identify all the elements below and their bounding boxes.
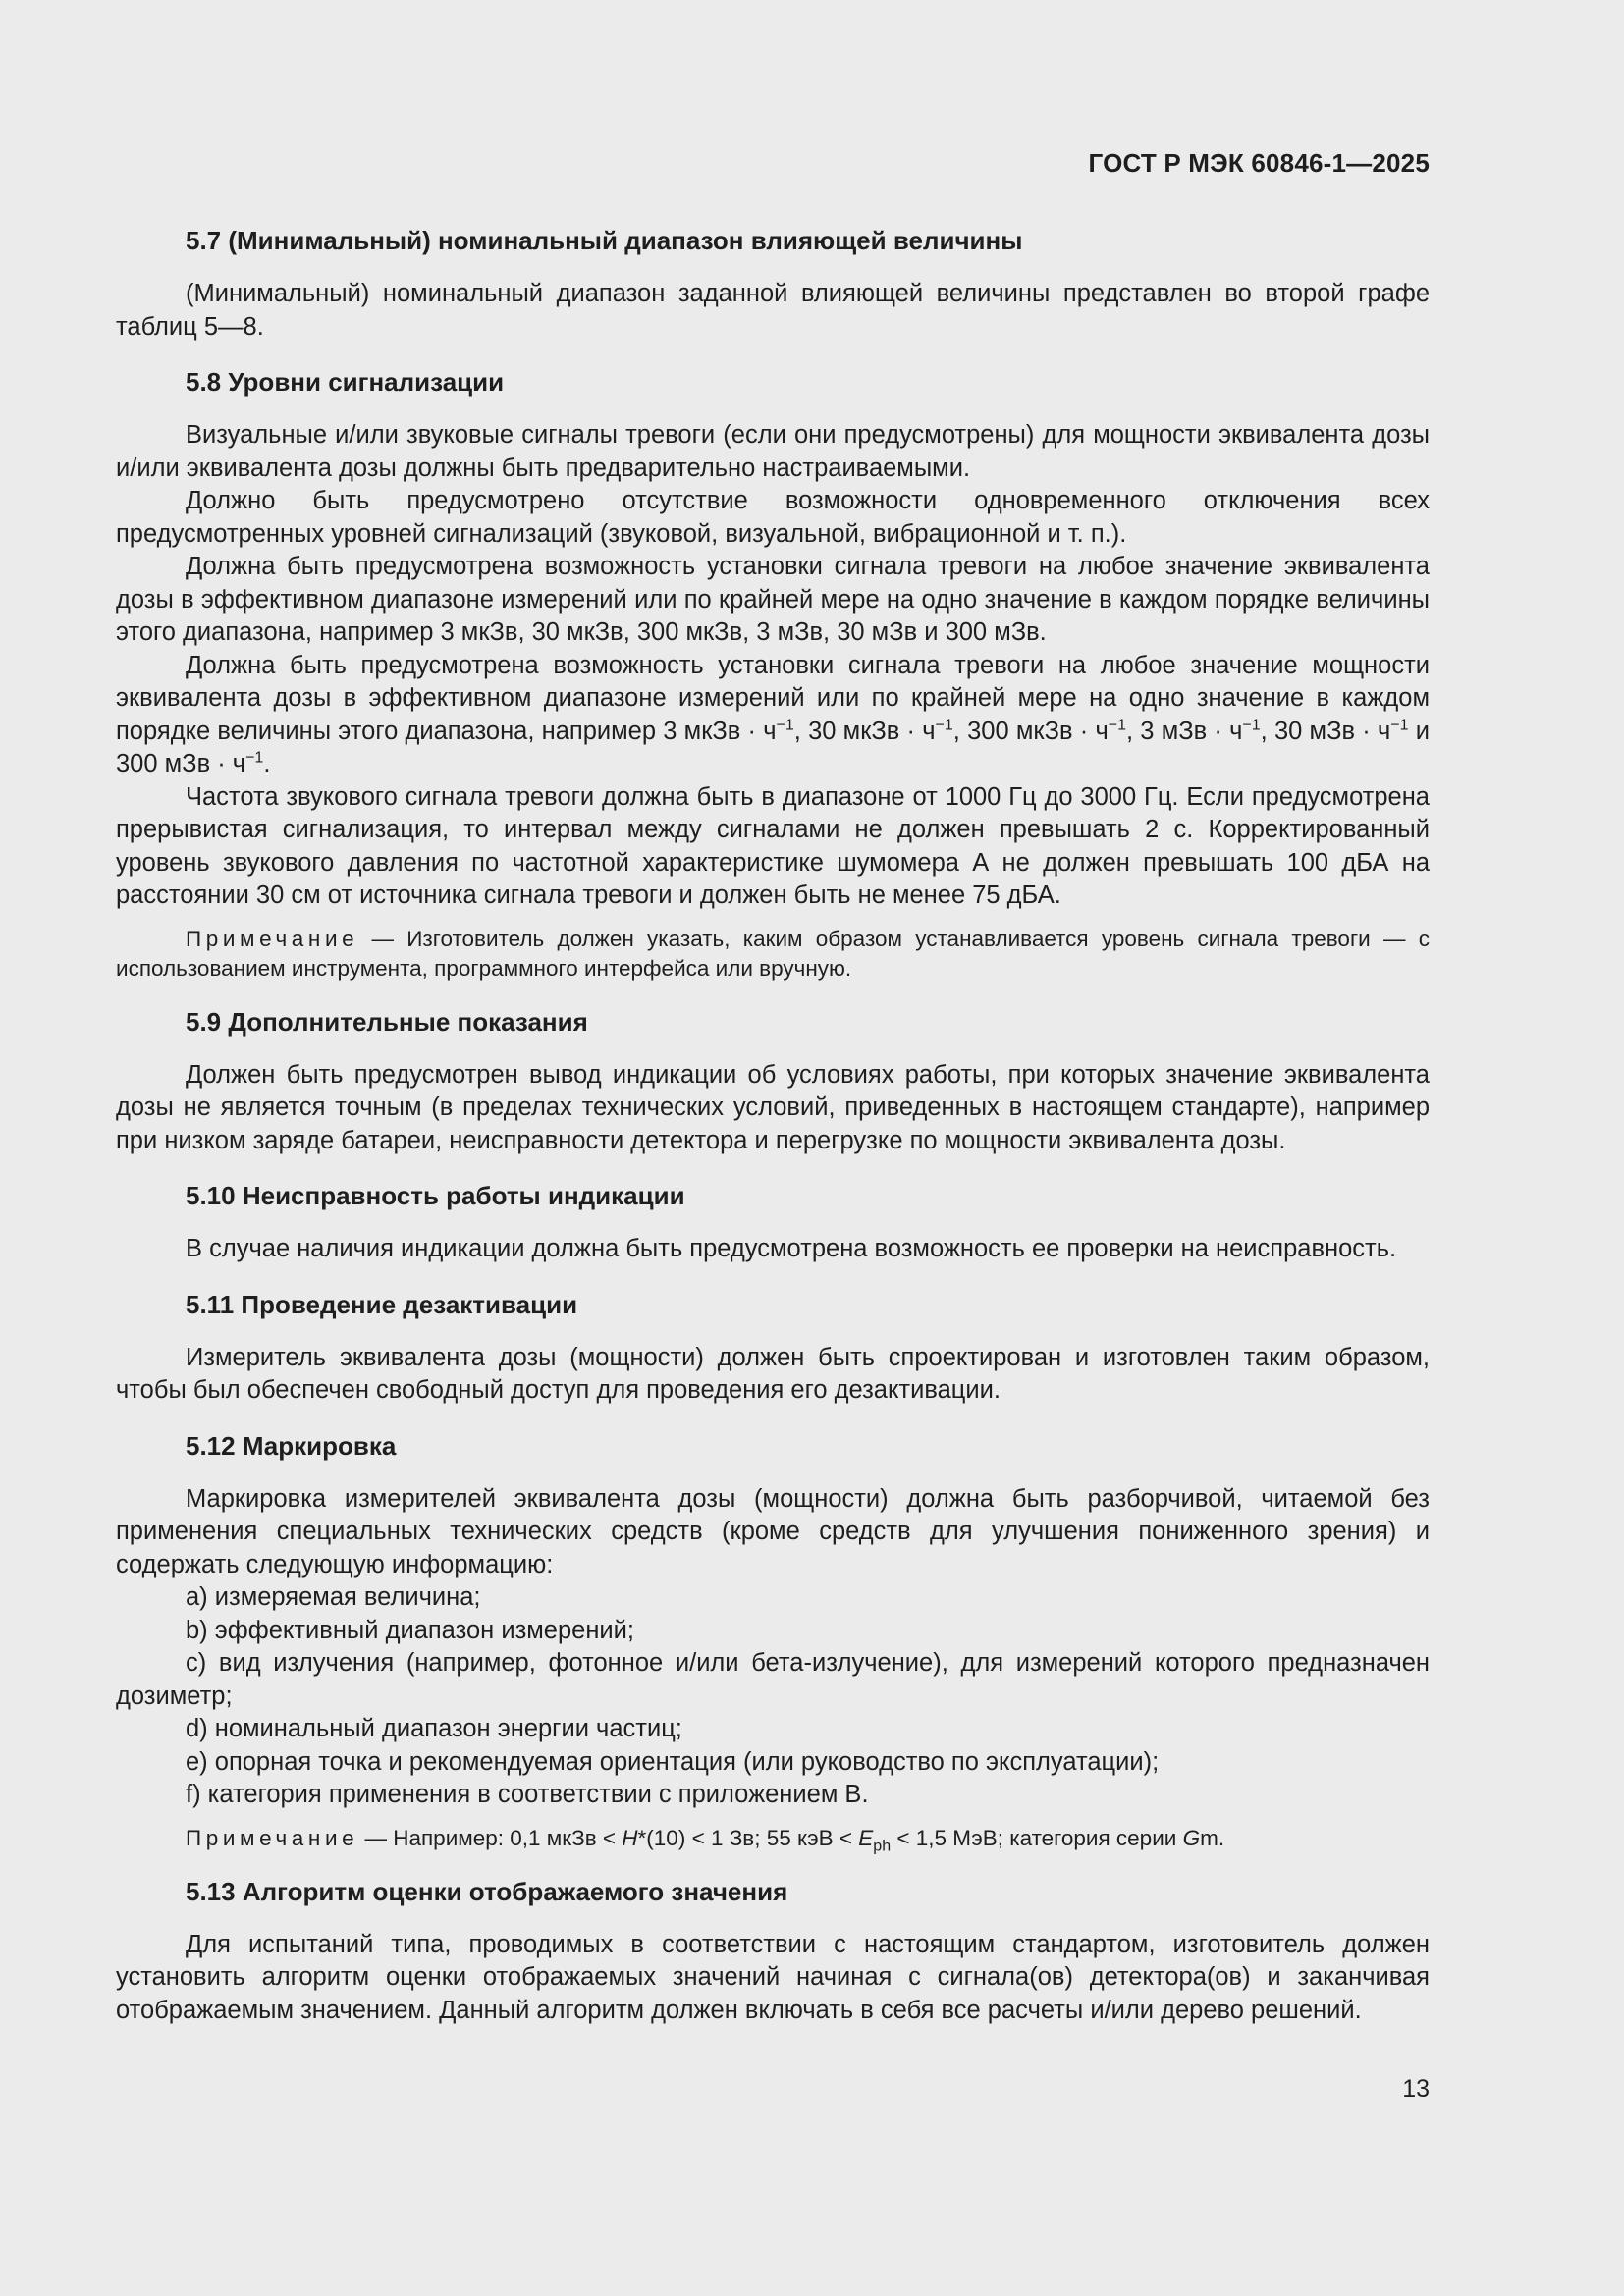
note-label: Примечание <box>186 926 359 951</box>
section-5-12-title: 5.12 Маркировка <box>186 1430 397 1461</box>
section-5-9-title: 5.9 Дополнительные показания <box>186 1006 588 1037</box>
section-5-11-title: 5.11 Проведение дезактивации <box>186 1289 578 1319</box>
section-5-13-paragraph: Для испытаний типа, проводимых в соответствии с настоящим стандартом, изготовитель должен установить алгоритм оценки отображаемых значений начиная с сигнала(ов) детектора(ов) и заканчивая отображаемым значением. Данный алгоритм должен включать в себя все расчеты и/или дерево решений. <box>116 1930 1430 2024</box>
section-5-7-title: 5.7 (Минимальный) номинальный диапазон влияющей величины <box>186 226 1023 255</box>
section-5-11-paragraph: Измеритель эквивалента дозы (мощности) должен быть спроектирован и изготовлен таким образом, чтобы был обеспечен свободный доступ для проведения его дезактивации. <box>116 1343 1430 1404</box>
page-number: 13 <box>1402 2075 1430 2103</box>
section-5-8-title: 5.8 Уровни сигнализации <box>186 367 505 397</box>
section-5-8-paragraph-1: Визуальные и/или звуковые сигналы тревоги (если они предусмотрены) для мощности эквивалента дозы и/или эквивалента дозы должны быть предварительно настраиваемыми. <box>116 421 1430 482</box>
document-header: ГОСТ Р МЭК 60846-1—2025 <box>1088 148 1430 178</box>
section-5-7-paragraph: (Минимальный) номинальный диапазон заданной влияющей величины представлен во второй графе таблиц 5—8. <box>116 280 1430 341</box>
section-5-10-title: 5.10 Неисправность работы индикации <box>186 1181 685 1210</box>
section-5-10-paragraph: В случае наличия индикации должна быть предусмотрена возможность ее проверки на неисправность. <box>186 1235 1397 1262</box>
list-item: f) категория применения в соответствии с приложением В. <box>186 1781 869 1808</box>
list-item: a) измеряемая величина; <box>186 1583 481 1611</box>
list-item: e) опорная точка и рекомендуемая ориентация (или руководство по эксплуатации); <box>186 1747 1160 1776</box>
list-item: b) эффективный диапазон измерений; <box>186 1616 634 1644</box>
page-content <box>116 224 1430 2027</box>
note-text: — Изготовитель должен указать, каким образом устанавливается уровень сигнала тревоги — с использованием инструмента, программного интерфейса или вручную. <box>116 926 1430 981</box>
section-5-8-paragraph-5: Частота звукового сигнала тревоги должна быть в диапазоне от 1000 Гц до 3000 Гц. Если предусмотрена прерывистая сигнализация, то интервал между сигналами не должен превышать 2 с. Корректированный уровень звукового давления по частотной характеристике шумомера А не должен превышать 100 дБА на расстоянии 30 см от источника сигнала тревоги и должен быть не менее 75 дБА. <box>116 782 1430 909</box>
section-5-12-paragraph: Маркировка измерителей эквивалента дозы (мощности) должна быть разборчивой, читаемой без применения специальных технических средств (кроме средств для улучшения пониженного зрения) и содержать следующую информацию: <box>116 1484 1430 1578</box>
list-item: c) вид излучения (например, фотонное и/или бета-излучение), для измерений которого предназначен дозиметр; <box>116 1649 1430 1710</box>
list-item: d) номинальный диапазон энергии частиц; <box>186 1715 682 1742</box>
note-label: Примечание <box>186 1825 359 1850</box>
section-5-8-note <box>116 925 1430 984</box>
section-5-8-paragraph-3: Должна быть предусмотрена возможность установки сигнала тревоги на любое значение эквивалента дозы в эффективном диапазоне измерений или по крайней мере на одно значение в каждом порядке величины этого диапазона, например 3 мкЗв, 30 мкЗв, 300 мкЗв, 3 мЗв, 30 мЗв и 300 мЗв. <box>116 553 1430 646</box>
section-5-9-paragraph: Должен быть предусмотрен вывод индикации об условиях работы, при которых значение эквивалента дозы не является точным (в пределах технических условий, приведенных в настоящем стандарте), например при низком заряде батареи, неисправности детектора и перегрузке по мощности эквивалента дозы. <box>116 1060 1430 1154</box>
section-5-12-note: Примечание — Например: 0,1 мкЗв < H*(10) < 1 Зв; 55 кэВ < $E_{ph} < 1,5$ МэВ; категория серии Gm. <box>186 1825 1225 1854</box>
section-5-8-paragraph-4: Должна быть предусмотрена возможность установки сигнала тревоги на любое значение мощности эквивалента дозы в эффективном диапазоне измерений или по крайней мере на одно значение в каждом порядке величины этого диапазона, например 3 мкЗв · $ч^{-1}$, 30 мкЗв · $ч^{-1}$, 300 мкЗв · $ч^{-1}$, 3 мЗв · $ч^{-1}$, 30 мЗв · $ч^{-1}$ и 300 мЗв · $ч^{-1}$. <box>116 651 1430 777</box>
section-5-8-paragraph-2: Должно быть предусмотрено отсутствие возможности одновременного отключения всех предусмотренных уровней сигнализаций (звуковой, визуальной, вибрационной и т. п.). <box>116 487 1430 548</box>
section-5-13-title: 5.13 Алгоритм оценки отображаемого значения <box>186 1876 788 1906</box>
